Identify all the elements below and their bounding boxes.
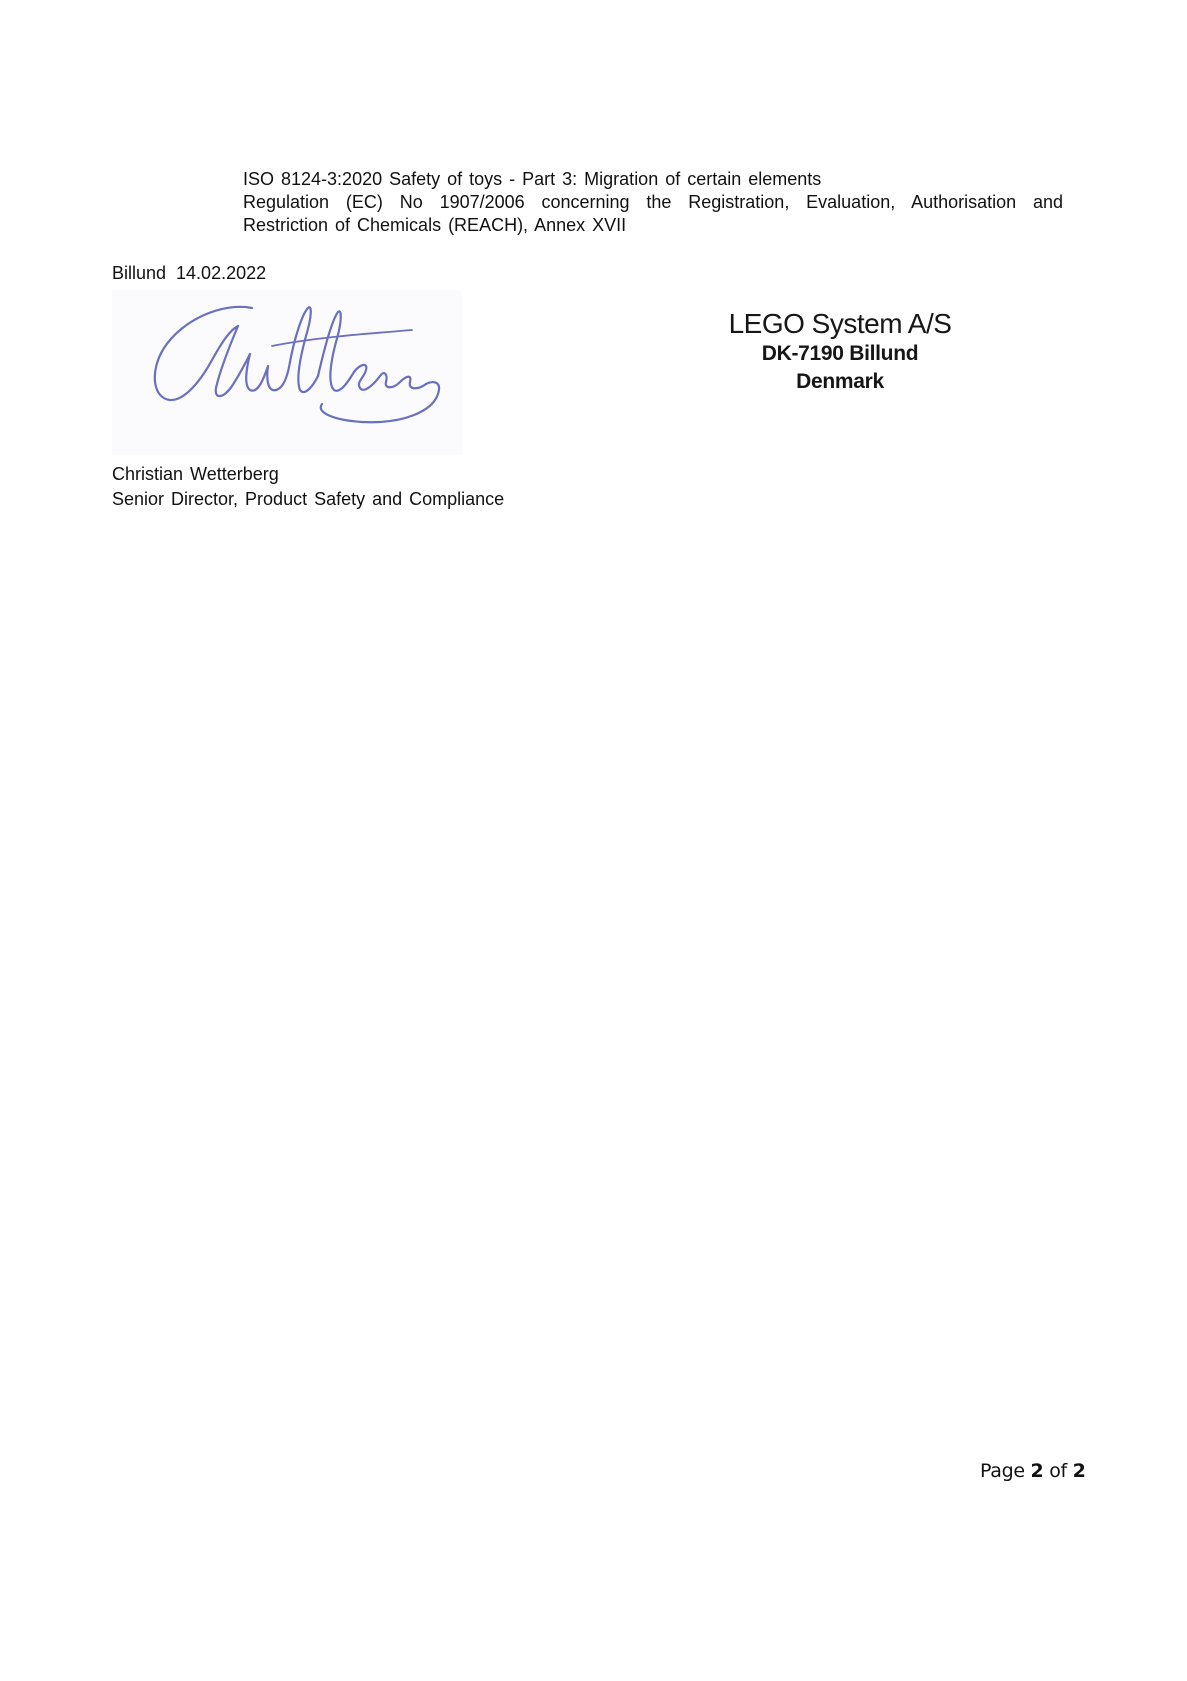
standard-reach-annex: Restriction of Chemicals (REACH), Annex XVII (243, 215, 627, 235)
company-stamp (700, 308, 980, 396)
standard-reach-regulation: Regulation (EC) No 1907/2006 concerning the Registration, Evaluation, Authorisation and (243, 192, 1063, 212)
page-prefix: Page (980, 1460, 1031, 1482)
signatory-title: Senior Director, Product Safety and Compliance (112, 489, 505, 509)
signatory-block (112, 462, 504, 512)
handwritten-signature (112, 290, 462, 455)
applicable-standards (243, 168, 1063, 237)
stamp-country: Denmark (796, 370, 884, 393)
stamp-city: DK-7190 Billund (761, 342, 919, 365)
stamp-company-name: LEGO System A/S (728, 308, 952, 339)
page-current: 2 (1030, 1460, 1044, 1482)
page-number (980, 1459, 1086, 1483)
standard-iso-8124: ISO 8124-3:2020 Safety of toys - Part 3: Migration of certain elements (243, 169, 822, 189)
place-and-date: Billund 14.02.2022 (112, 263, 267, 283)
page-total: 2 (1072, 1460, 1086, 1482)
page-separator: of (1043, 1460, 1073, 1482)
signatory-name: Christian Wetterberg (112, 464, 279, 484)
